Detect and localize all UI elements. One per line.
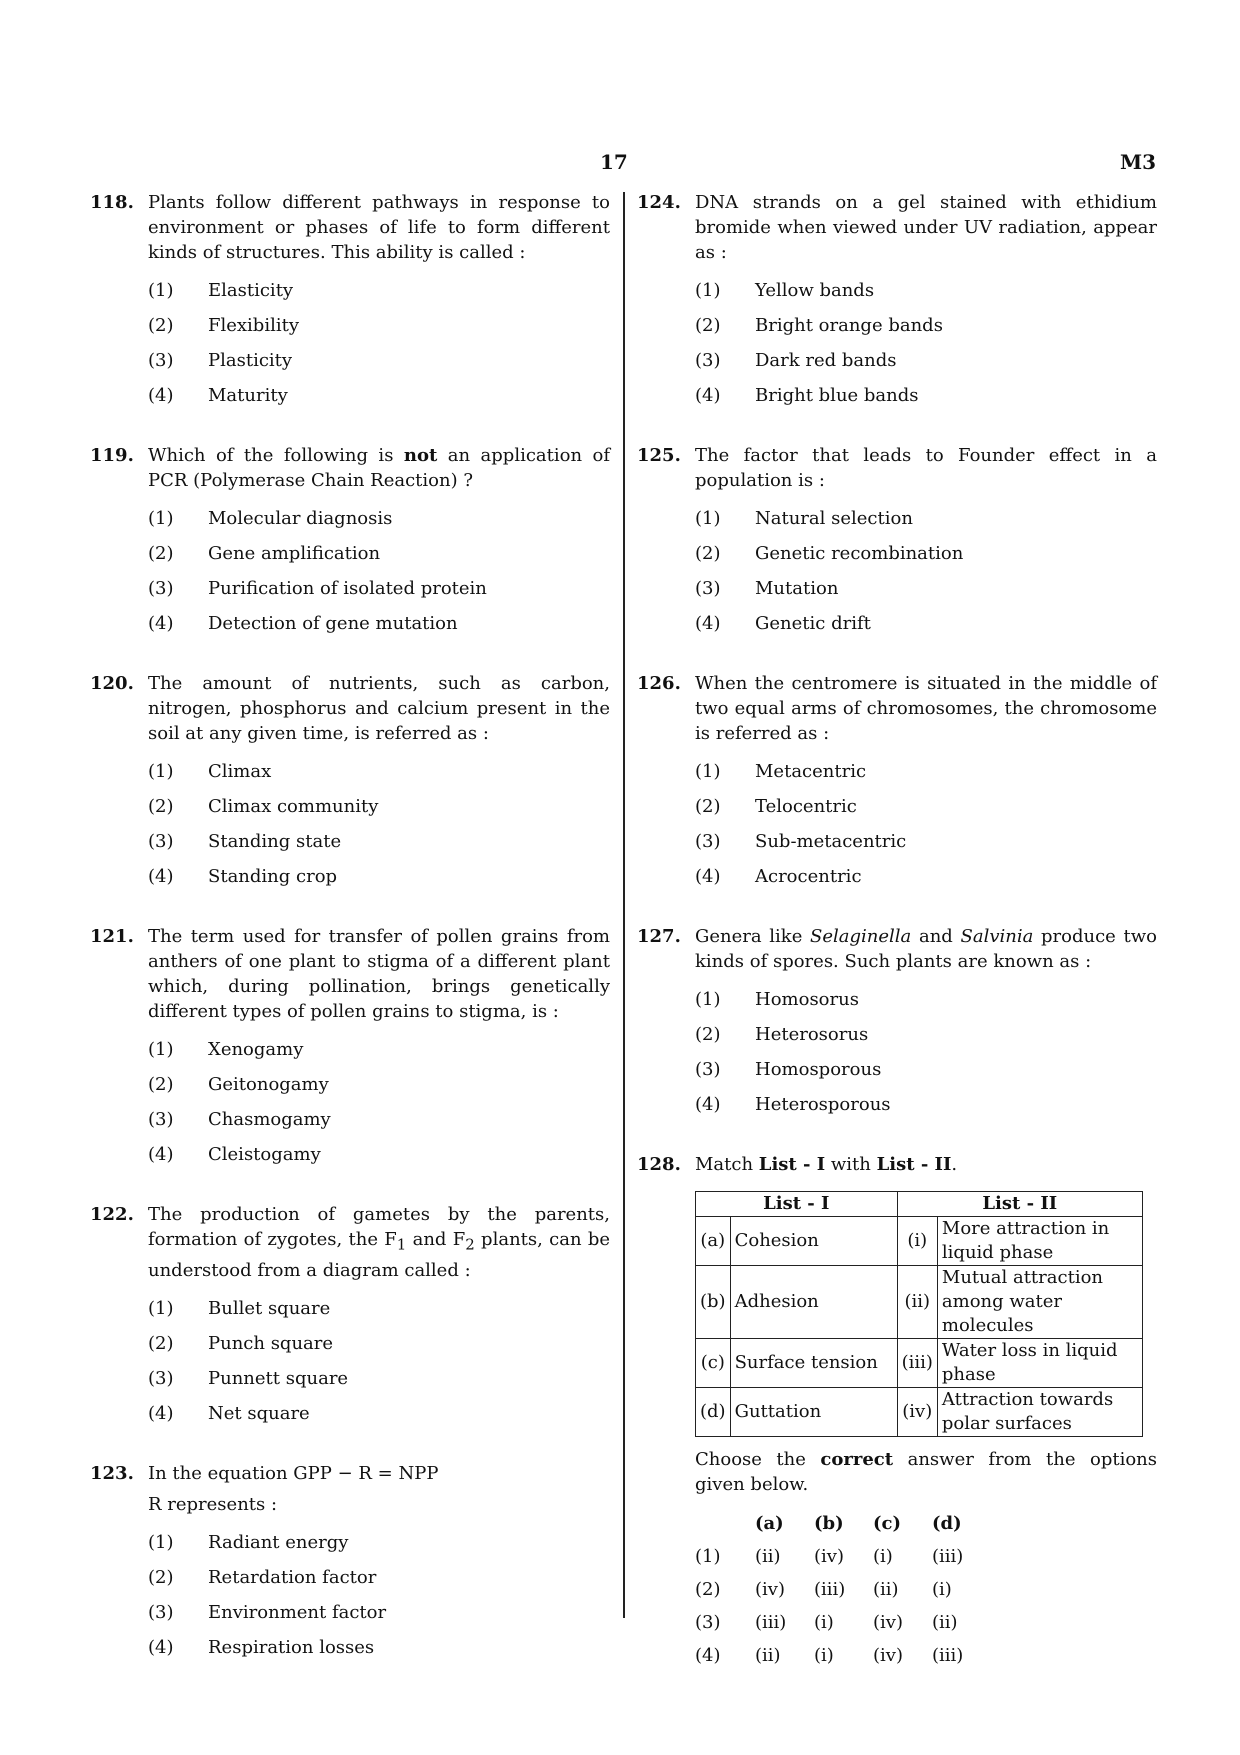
- option-text: Acrocentric: [755, 866, 862, 887]
- option[interactable]: [695, 824, 1157, 859]
- question-stem: In the equation GPP − R = NPP: [148, 1462, 439, 1484]
- option[interactable]: [148, 1525, 610, 1560]
- question-128: [637, 1152, 1157, 1672]
- option[interactable]: [695, 571, 1157, 606]
- list-2-item: Attraction towards polar surfaces: [937, 1388, 1142, 1437]
- option-index: (1): [148, 761, 174, 782]
- option-index: (1): [695, 1546, 721, 1567]
- list-1-header: List - I: [696, 1192, 898, 1217]
- list-2-index: (ii): [897, 1266, 937, 1339]
- option[interactable]: [148, 1396, 610, 1431]
- option-text: Homosporous: [755, 1059, 882, 1080]
- option-index: (3): [148, 1367, 174, 1389]
- option-index: (4): [148, 1402, 174, 1424]
- emphasis-not: not: [403, 445, 438, 466]
- option[interactable]: [148, 536, 610, 571]
- option-index: (3): [148, 831, 174, 852]
- list-1-item: Cohesion: [730, 1217, 897, 1266]
- question-number: 121.: [90, 926, 134, 947]
- option-index: (2): [695, 1024, 721, 1045]
- list-1-item: Guttation: [730, 1388, 897, 1437]
- option[interactable]: [695, 1052, 1157, 1087]
- table-row: [696, 1217, 1143, 1266]
- question-stem: When the centromere is situated in the middle of two equal arms of chromosomes, the chromosome is referred as :: [695, 673, 1157, 744]
- list-1-item: Adhesion: [730, 1266, 897, 1339]
- option-index: (3): [148, 350, 174, 371]
- options-list: [148, 273, 610, 413]
- option-text: Homosorus: [755, 989, 859, 1010]
- question-stem: The factor that leads to Founder effect in a population is :: [695, 445, 1157, 491]
- option-text: Respiration losses: [208, 1636, 375, 1658]
- question-number: 125.: [637, 445, 681, 466]
- answer-grid: [695, 1507, 1157, 1672]
- option-index: (1): [148, 1039, 174, 1060]
- option[interactable]: [148, 1560, 610, 1595]
- option[interactable]: [148, 1595, 610, 1630]
- option[interactable]: [695, 536, 1157, 571]
- question-substem: R represents :: [148, 1493, 278, 1515]
- option[interactable]: [695, 308, 1157, 343]
- answer-value: (i): [814, 1645, 834, 1666]
- option-text: Climax community: [208, 796, 379, 817]
- option-index: (4): [695, 613, 721, 634]
- option-index: (3): [695, 1059, 721, 1080]
- question-number: 119.: [90, 445, 134, 466]
- list-2-item: Mutual attraction among water molecules: [937, 1266, 1142, 1339]
- option[interactable]: [695, 501, 1157, 536]
- option[interactable]: [148, 606, 610, 641]
- option-index: (4): [695, 866, 721, 887]
- question-number: 126.: [637, 673, 681, 694]
- option[interactable]: [148, 501, 610, 536]
- answer-value: (i): [873, 1546, 893, 1567]
- answer-value: (ii): [755, 1546, 781, 1567]
- question-stem: DNA strands on a gel stained with ethidium bromide when viewed under UV radiation, appear as :: [695, 192, 1157, 263]
- question-119: [90, 443, 610, 641]
- option[interactable]: [148, 343, 610, 378]
- option[interactable]: [695, 789, 1157, 824]
- question-127: [637, 924, 1157, 1122]
- option-index: (4): [148, 1144, 174, 1165]
- option-text: Standing state: [208, 831, 342, 852]
- option-text: Retardation factor: [208, 1566, 377, 1588]
- question-122: [90, 1202, 610, 1431]
- option-index: (3): [695, 350, 721, 371]
- question-number: 127.: [637, 926, 681, 947]
- option[interactable]: [695, 273, 1157, 308]
- table-row: [696, 1266, 1143, 1339]
- option[interactable]: [148, 1291, 610, 1326]
- question-number: 118.: [90, 192, 134, 213]
- column-label: (d): [932, 1513, 962, 1534]
- answer-value: (iv): [873, 1612, 903, 1633]
- answer-instruction: Choose the correct answer from the options given below.: [695, 1449, 1157, 1495]
- answer-option[interactable]: [695, 1573, 1157, 1606]
- list-2-index: (iv): [897, 1388, 937, 1437]
- option-index: (4): [695, 1645, 721, 1666]
- option-index: (2): [695, 543, 721, 564]
- answer-value: (iii): [755, 1612, 787, 1633]
- option[interactable]: [148, 1102, 610, 1137]
- question-number: 123.: [90, 1462, 134, 1484]
- option[interactable]: [148, 378, 610, 413]
- question-126: [637, 671, 1157, 894]
- right-column: [637, 190, 1157, 1702]
- option[interactable]: [148, 1067, 610, 1102]
- column-label: (b): [814, 1513, 844, 1534]
- option[interactable]: [148, 1361, 610, 1396]
- option[interactable]: [148, 1137, 610, 1172]
- option-text: Climax: [208, 761, 272, 782]
- option-text: Environment factor: [208, 1601, 387, 1623]
- option-text: Yellow bands: [755, 280, 875, 301]
- question-stem: The production of gametes by the parents, formation of zygotes, the $F_1$ and $F_2$ plants, can be understood from a diagram called :: [148, 1204, 610, 1281]
- answer-value: (iv): [873, 1645, 903, 1666]
- answer-value: (iii): [814, 1579, 846, 1600]
- option[interactable]: [148, 754, 610, 789]
- page-number: 17: [600, 150, 628, 174]
- table-row: [696, 1339, 1143, 1388]
- option[interactable]: [148, 571, 610, 606]
- option[interactable]: [148, 308, 610, 343]
- option-index: (1): [148, 1297, 174, 1319]
- option-index: (2): [148, 543, 174, 564]
- option-index: (4): [695, 385, 721, 406]
- question-number: 120.: [90, 673, 134, 694]
- answer-value: (iii): [932, 1645, 964, 1666]
- option-index: (2): [148, 796, 174, 817]
- option-index: (3): [148, 578, 174, 599]
- question-stem: Plants follow different pathways in response to environment or phases of life to form different kinds of structures. This ability is called :: [148, 192, 610, 263]
- answer-value: (ii): [932, 1612, 958, 1633]
- answer-value: (iv): [814, 1546, 844, 1567]
- options-list: [695, 501, 1157, 641]
- question-number: 122.: [90, 1204, 134, 1225]
- option-index: (2): [695, 1579, 721, 1600]
- option[interactable]: [148, 859, 610, 894]
- option-text: Cleistogamy: [208, 1144, 321, 1165]
- column-label: (a): [755, 1513, 784, 1534]
- list-2-index: (iii): [897, 1339, 937, 1388]
- booklet-code: M3: [1120, 150, 1157, 174]
- option-text: Bullet square: [208, 1297, 331, 1319]
- question-stem: Which of the following is not an application of PCR (Polymerase Chain Reaction) ?: [148, 445, 611, 491]
- option-index: (2): [695, 315, 721, 336]
- option-text: Detection of gene mutation: [208, 613, 458, 634]
- list-2-item: Water loss in liquid phase: [937, 1339, 1142, 1388]
- column-divider: [623, 192, 625, 1618]
- answer-value: (i): [932, 1579, 952, 1600]
- option-text: Heterosorus: [755, 1024, 869, 1045]
- option-text: Sub-metacentric: [755, 831, 907, 852]
- option-text: Purification of isolated protein: [208, 578, 487, 599]
- option-index: (2): [148, 1566, 174, 1588]
- option-index: (2): [148, 315, 174, 336]
- options-list: [148, 1291, 610, 1431]
- answer-value: (i): [814, 1612, 834, 1633]
- option-text: Genetic recombination: [755, 543, 964, 564]
- option[interactable]: [148, 273, 610, 308]
- option-text: Standing crop: [208, 866, 338, 887]
- option-index: (1): [695, 508, 721, 529]
- option[interactable]: [695, 1017, 1157, 1052]
- question-121: [90, 924, 610, 1172]
- answer-option[interactable]: [695, 1606, 1157, 1639]
- options-list: [695, 982, 1157, 1122]
- answer-option[interactable]: [695, 1540, 1157, 1573]
- list-1-index: (c): [696, 1339, 731, 1388]
- option[interactable]: [695, 859, 1157, 894]
- column-label: (c): [873, 1513, 901, 1534]
- option-index: (1): [695, 989, 721, 1010]
- option-text: Maturity: [208, 385, 288, 406]
- question-stem: The amount of nutrients, such as carbon, nitrogen, phosphorus and calcium present in the soil at any given time, is referred as :: [148, 673, 610, 744]
- option-text: Mutation: [755, 578, 839, 599]
- option-text: Flexibility: [208, 315, 300, 336]
- option-index: (1): [695, 280, 721, 301]
- option-index: (3): [695, 578, 721, 599]
- options-list: [148, 501, 610, 641]
- option[interactable]: [695, 378, 1157, 413]
- match-table-header: [696, 1192, 1143, 1217]
- option-index: (4): [148, 866, 174, 887]
- option-index: (3): [148, 1109, 174, 1130]
- option[interactable]: [695, 982, 1157, 1017]
- answer-value: (ii): [873, 1579, 899, 1600]
- answer-value: (iv): [755, 1579, 785, 1600]
- option[interactable]: [695, 343, 1157, 378]
- list-1-item: Surface tension: [730, 1339, 897, 1388]
- option-index: (3): [695, 831, 721, 852]
- option[interactable]: [148, 1032, 610, 1067]
- option-text: Plasticity: [208, 350, 293, 371]
- option-index: (1): [148, 280, 174, 301]
- option-text: Heterosporous: [755, 1094, 891, 1115]
- options-list: [695, 754, 1157, 894]
- option-text: Molecular diagnosis: [208, 508, 393, 529]
- option-text: Punnett square: [208, 1367, 349, 1389]
- option-text: Radiant energy: [208, 1531, 349, 1553]
- option[interactable]: [695, 754, 1157, 789]
- options-list: [148, 754, 610, 894]
- option-index: (4): [148, 1636, 174, 1658]
- option-text: Elasticity: [208, 280, 294, 301]
- option-text: Telocentric: [755, 796, 857, 817]
- question-stem: Match List - I with List - II.: [695, 1154, 958, 1175]
- answer-option[interactable]: [695, 1639, 1157, 1672]
- option-text: Xenogamy: [208, 1039, 304, 1060]
- option-index: (1): [695, 761, 721, 782]
- list-2-index: (i): [897, 1217, 937, 1266]
- option-index: (4): [148, 385, 174, 406]
- question-125: [637, 443, 1157, 641]
- option-index: (4): [148, 613, 174, 634]
- option-text: Dark red bands: [755, 350, 897, 371]
- option-index: (4): [695, 1094, 721, 1115]
- option[interactable]: [148, 824, 610, 859]
- answer-value: (iii): [932, 1546, 964, 1567]
- option-index: (1): [148, 508, 174, 529]
- option-text: Net square: [208, 1402, 310, 1424]
- question-118: [90, 190, 610, 413]
- question-number: 124.: [637, 192, 681, 213]
- option-text: Bright orange bands: [755, 315, 943, 336]
- question-124: [637, 190, 1157, 413]
- question-120: [90, 671, 610, 894]
- option-text: Metacentric: [755, 761, 867, 782]
- option-text: Geitonogamy: [208, 1074, 329, 1095]
- question-stem: The term used for transfer of pollen grains from anthers of one plant to stigma of a different plant which, during pollination, brings genetically different types of pollen grains to stigma, is :: [148, 926, 610, 1022]
- option[interactable]: [695, 606, 1157, 641]
- table-row: [696, 1388, 1143, 1437]
- answer-grid-header: [695, 1507, 1157, 1540]
- option-index: (3): [695, 1612, 721, 1633]
- option[interactable]: [148, 1630, 610, 1665]
- option[interactable]: [148, 789, 610, 824]
- answer-value: (ii): [755, 1645, 781, 1666]
- option-text: Gene amplification: [208, 543, 381, 564]
- option[interactable]: [148, 1326, 610, 1361]
- option-index: (2): [148, 1074, 174, 1095]
- option-text: Chasmogamy: [208, 1109, 331, 1130]
- options-list: [695, 273, 1157, 413]
- option-index: (2): [148, 1332, 174, 1354]
- match-table: [695, 1191, 1143, 1437]
- option-text: Bright blue bands: [755, 385, 919, 406]
- option-index: (3): [148, 1601, 174, 1623]
- list-1-index: (d): [696, 1388, 731, 1437]
- option-index: (2): [695, 796, 721, 817]
- option-index: (1): [148, 1531, 174, 1553]
- option-text: Natural selection: [755, 508, 913, 529]
- list-2-item: More attraction in liquid phase: [937, 1217, 1142, 1266]
- options-list: [148, 1032, 610, 1172]
- question-123: [90, 1461, 610, 1665]
- list-2-header: List - II: [897, 1192, 1142, 1217]
- list-1-index: (b): [696, 1266, 731, 1339]
- list-1-index: (a): [696, 1217, 731, 1266]
- options-list: [148, 1525, 610, 1665]
- question-stem: Genera like Selaginella and Salvinia produce two kinds of spores. Such plants are known as :: [695, 926, 1157, 972]
- option-text: Punch square: [208, 1332, 334, 1354]
- option-text: Genetic drift: [755, 613, 871, 634]
- option[interactable]: [695, 1087, 1157, 1122]
- question-number: 128.: [637, 1154, 681, 1175]
- left-column: [90, 190, 610, 1695]
